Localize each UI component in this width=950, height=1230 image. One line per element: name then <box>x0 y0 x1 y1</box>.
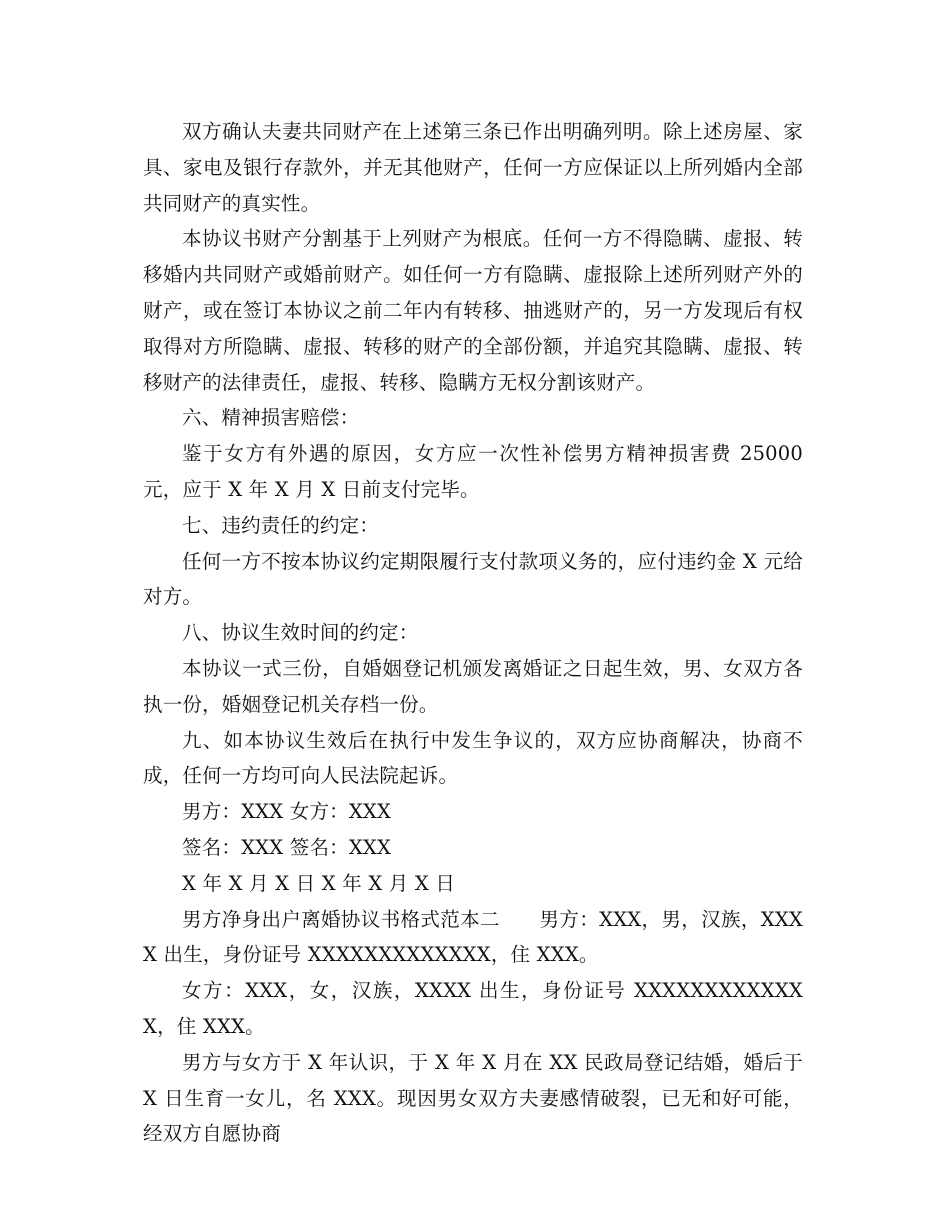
document-body <box>143 114 803 1152</box>
paragraph-compensation-terms: 鉴于女方有外遇的原因，女方应一次性补偿男方精神损害费 25000 元，应于 X 年 X 月 X 日前支付完毕。 <box>143 442 803 501</box>
heading-breach-liability: 七、违约责任的约定： <box>182 513 380 537</box>
paragraph-marriage-background: 男方与女方于 X 年认识，于 X 年 X 月在 XX 民政局登记结婚，婚后于 X 日生育一女儿，名 XXX。现因男女双方夫妻感情破裂，已无和好可能，经双方自愿协商 <box>143 1050 803 1146</box>
paragraph-breach-terms: 任何一方不按本协议约定期限履行支付款项义务的，应付违约金 X 元给对方。 <box>143 549 803 609</box>
paragraph-template-two-male-party: 男方净身出户离婚协议书格式范本二 男方：XXX，男，汉族，XXXX 出生，身份证号 XXXXXXXXXXXXX，住 XXX。 <box>143 907 803 967</box>
heading-mental-damage-compensation: 六、精神损害赔偿： <box>182 406 360 430</box>
paragraph-property-confirmation: 双方确认夫妻共同财产在上述第三条已作出明确列明。除上述房屋、家具、家电及银行存款外，并无其他财产，任何一方应保证以上所列婚内全部共同财产的真实性。 <box>143 120 803 215</box>
signature-parties-line: 男方：XXX 女方：XXX <box>182 800 392 824</box>
paragraph-property-division-basis: 本协议书财产分割基于上列财产为根底。任何一方不得隐瞒、虚报、转移婚内共同财产或婚前财产。如任何一方有隐瞒、虚报除上述所列财产外的财产，或在签订本协议之前二年内有转移、抽逃财产的，另一方发现后有权取得对方所隐瞒、虚报、转移的财产的全部份额，并追究其隐瞒、虚报、转移财产的法律责任，虚报、转移、隐瞒方无权分割该财产。 <box>143 227 803 394</box>
paragraph-dispute-resolution: 九、如本协议生效后在执行中发生争议的，双方应协商解决，协商不成，任何一方均可向人民法院起诉。 <box>143 728 803 788</box>
signature-date-line: X 年 X 月 X 日 X 年 X 月 X 日 <box>182 871 456 895</box>
paragraph-effective-terms: 本协议一式三份，自婚姻登记机颁发离婚证之日起生效，男、女双方各执一份，婚姻登记机关存档一份。 <box>143 656 803 716</box>
heading-effective-time: 八、协议生效时间的约定： <box>182 621 419 645</box>
paragraph-female-party: 女方：XXX，女，汉族，XXXX 出生，身份证号 XXXXXXXXXXXXX，住 XXX。 <box>143 979 803 1038</box>
signature-names-line: 签名：XXX 签名：XXX <box>182 835 392 859</box>
